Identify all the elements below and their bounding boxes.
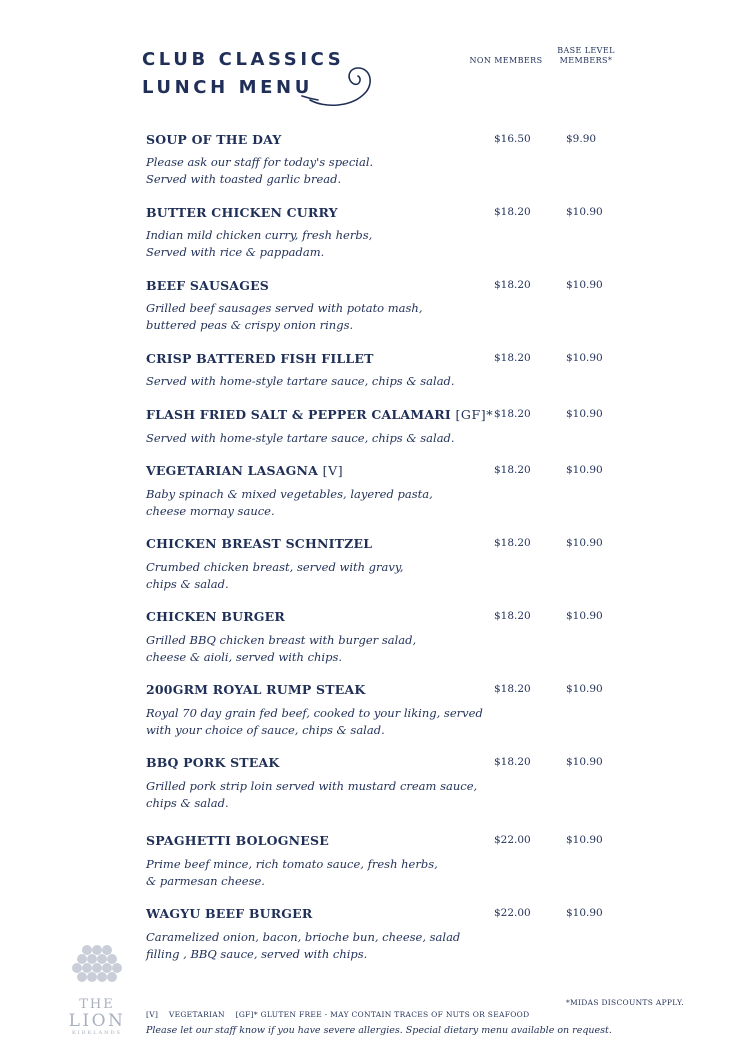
menu-item-description: Grilled beef sausages served with potato mash, (146, 301, 423, 315)
price-member: $10.90 (566, 834, 603, 846)
menu-item-name: SPAGHETTI BOLOGNESE (146, 833, 329, 848)
price-member: $9.90 (566, 133, 597, 145)
column-header-members-line2: MEMBERS* (559, 56, 613, 65)
menu-item-name: BEEF SAUSAGES (146, 278, 270, 293)
menu-title-line2: LUNCH MENU (142, 77, 313, 98)
menu-item-description: Indian mild chicken curry, fresh herbs, (146, 228, 373, 242)
menu-item-description: Grilled pork strip loin served with mustard cream sauce, (146, 779, 478, 793)
menu-item-description: Royal 70 day grain fed beef, cooked to your liking, served (146, 706, 483, 720)
menu-item-name: 200GRM ROYAL RUMP STEAK (146, 682, 366, 697)
price-member: $10.90 (566, 537, 603, 549)
price-non-member: $18.20 (494, 464, 531, 476)
menu-item-description: Prime beef mince, rich tomato sauce, fresh herbs, (146, 857, 438, 871)
menu-item-name: CRISP BATTERED FISH FILLET (146, 351, 374, 366)
price-member: $10.90 (566, 683, 603, 695)
menu-item-name: VEGETARIAN LASAGNA (146, 463, 319, 478)
menu-item-description: Served with home-style tartare sauce, chips & salad. (146, 374, 455, 388)
menu-item-description: Served with home-style tartare sauce, chips & salad. (146, 431, 455, 445)
menu-item-description: Grilled BBQ chicken breast with burger salad, (146, 633, 417, 647)
menu-item-description: with your choice of sauce, chips & salad. (146, 723, 385, 737)
column-header-non-members: NON MEMBERS (469, 56, 543, 65)
price-member: $10.90 (566, 279, 603, 291)
price-non-member: $18.20 (494, 279, 531, 291)
menu-item-description: Served with rice & pappadam. (146, 245, 325, 259)
menu-item-description: chips & salad. (146, 577, 229, 591)
logo-text-the: THE (79, 997, 115, 1012)
title-flourish-icon (300, 62, 374, 108)
price-member: $10.90 (566, 206, 603, 218)
price-member: $10.90 (566, 464, 603, 476)
menu-item-name: CHICKEN BURGER (146, 609, 285, 624)
price-member: $10.90 (566, 907, 603, 919)
menu-item-description: chips & salad. (146, 796, 229, 810)
menu-item-description: filling , BBQ sauce, served with chips. (146, 947, 368, 961)
menu-item-name: FLASH FRIED SALT & PEPPER CALAMARI (146, 407, 451, 422)
price-non-member: $18.20 (494, 352, 531, 364)
menu-item-description: Crumbed chicken breast, served with gravy, (146, 560, 404, 574)
price-member: $10.90 (566, 610, 603, 622)
price-non-member: $22.00 (494, 834, 531, 846)
menu-item-name: WAGYU BEEF BURGER (146, 906, 313, 921)
menu-item-description: Baby spinach & mixed vegetables, layered pasta, (146, 487, 433, 501)
menu-item-description: cheese & aioli, served with chips. (146, 650, 343, 664)
price-non-member: $18.20 (494, 610, 531, 622)
dietary-tag: [GF]* (455, 407, 494, 422)
dietary-tag: [V] (322, 463, 344, 478)
midas-discount-note: *MIDAS DISCOUNTS APPLY. (566, 998, 685, 1007)
price-non-member: $18.20 (494, 683, 531, 695)
menu-item-description: & parmesan cheese. (146, 874, 265, 888)
logo-text-lion: LION (68, 1011, 126, 1031)
column-header-members-line1: BASE LEVEL (557, 46, 615, 55)
menu-item-name: SOUP OF THE DAY (146, 132, 282, 147)
price-non-member: $22.00 (494, 907, 531, 919)
menu-item-name: BUTTER CHICKEN CURRY (146, 205, 338, 220)
menu-item-name: BBQ PORK STEAK (146, 755, 280, 770)
price-non-member: $16.50 (494, 133, 531, 145)
honeycomb-icon (66, 944, 128, 986)
price-non-member: $18.20 (494, 408, 531, 420)
price-member: $10.90 (566, 408, 603, 420)
menu-item-description: cheese mornay sauce. (146, 504, 275, 518)
logo-text-kirklands: KIRKLANDS (72, 1030, 122, 1036)
allergy-note: Please let our staff know if you have severe allergies. Special dietary menu available on request. (146, 1025, 612, 1036)
menu-item-description: Served with toasted garlic bread. (146, 172, 342, 186)
menu-item-description: Please ask our staff for today's special. (146, 155, 374, 169)
price-member: $10.90 (566, 352, 603, 364)
menu-item-name: CHICKEN BREAST SCHNITZEL (146, 536, 373, 551)
the-lion-logo (66, 944, 128, 1036)
menu-title-line1: CLUB CLASSICS (142, 49, 345, 70)
price-non-member: $18.20 (494, 756, 531, 768)
column-header-members (548, 46, 624, 66)
price-non-member: $18.20 (494, 206, 531, 218)
price-non-member: $18.20 (494, 537, 531, 549)
menu-item-description: Caramelized onion, bacon, brioche bun, cheese, salad (146, 930, 461, 944)
menu-item-description: buttered peas & crispy onion rings. (146, 318, 354, 332)
price-member: $10.90 (566, 756, 603, 768)
dietary-legend: [V] VEGETARIAN [GF]* GLUTEN FREE - MAY CONTAIN TRACES OF NUTS OR SEAFOOD (146, 1010, 530, 1019)
